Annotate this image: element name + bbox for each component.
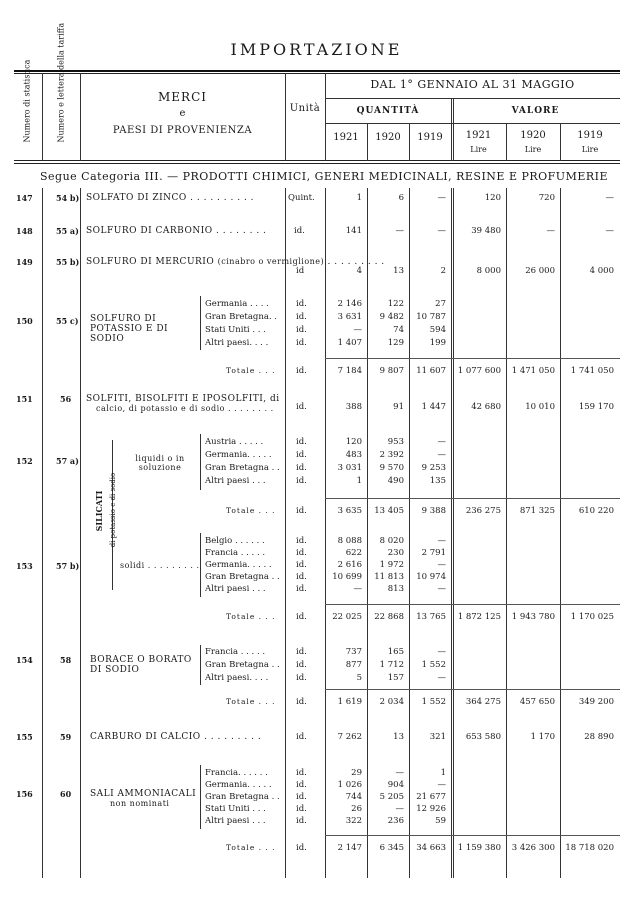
body-vline — [560, 188, 561, 878]
q1921: 10 699 — [332, 572, 362, 582]
stat-number: 155 — [16, 732, 33, 742]
country-name: Gran Bretagna . . — [205, 572, 280, 582]
country-name: Germania. . . . . — [205, 450, 272, 460]
unit: id. — [296, 780, 307, 790]
q1919: 21 677 — [416, 792, 446, 802]
totale-v1920: 1 471 050 — [511, 366, 555, 376]
merce-name: SALI AMMONIACALI — [90, 789, 197, 799]
q1919: 594 — [429, 325, 446, 335]
unit: id. — [296, 312, 307, 322]
unit: id. — [296, 843, 307, 853]
q1921: 744 — [345, 792, 362, 802]
country-name: Gran Bretagna . . — [205, 792, 280, 802]
unit: id. — [296, 548, 307, 558]
country-name: Francia . . . . . — [205, 647, 266, 657]
category-line: Segue Categoria III. — PRODOTTI CHIMICI, GENERI MEDICINALI, RESINE E PROFUMERIE — [40, 170, 609, 183]
q1921: 1 407 — [337, 338, 362, 348]
merce-name-2: calcio, di potassio e di sodio . . . . . . . . — [96, 404, 274, 413]
q1919: 2 791 — [421, 548, 446, 558]
q1919: — — [437, 780, 446, 790]
totale-v1919: 1 741 050 — [570, 366, 614, 376]
v1919: — — [605, 193, 614, 203]
country-name: Francia . . . . . — [205, 548, 266, 558]
q1919: 199 — [429, 338, 446, 348]
unit: id. — [294, 226, 305, 236]
q1921: 120 — [345, 437, 362, 447]
q1921: 29 — [351, 768, 362, 778]
header-merci-e: e — [179, 108, 186, 119]
q1919: — — [437, 226, 446, 236]
unit: id. — [296, 450, 307, 460]
q1920: 122 — [387, 299, 404, 309]
stat-number: 153 — [16, 561, 33, 571]
unit: id — [296, 266, 305, 276]
v1919: 159 170 — [578, 402, 614, 412]
header-top-rule — [14, 70, 620, 72]
country-name: Stati Uniti . . . — [205, 325, 266, 335]
country-name: Austria . . . . . — [205, 437, 264, 447]
q1919: 135 — [429, 476, 446, 486]
q1919: 1 552 — [421, 660, 446, 670]
brace — [200, 765, 201, 829]
country-name: Altri paesi . . . — [205, 584, 266, 594]
merce-name: SOLFURO DI POTASSIO E DI SODIO — [90, 314, 169, 344]
q1920: 74 — [393, 325, 404, 335]
totale-v1921: 364 275 — [465, 697, 501, 707]
unit: id. — [296, 506, 307, 516]
q1921: 388 — [345, 402, 362, 412]
hdr-vline — [285, 73, 286, 161]
q1921: 141 — [345, 226, 362, 236]
tariff-number: 60 — [60, 789, 72, 799]
tariff-number: 56 — [60, 394, 72, 404]
totale-v1919: 610 220 — [578, 506, 614, 516]
qv-rule — [325, 123, 620, 124]
totale-v1921: 236 275 — [465, 506, 501, 516]
header-paesi: PAESI DI PROVENIENZA — [112, 125, 253, 136]
hdr-vline — [506, 123, 507, 161]
sub-name: solidi . . . . . . . . . — [120, 561, 200, 570]
totale-label: Totale . . . — [226, 612, 276, 621]
stat-number: 156 — [16, 789, 33, 799]
country-name: Gran Bretagna. . — [205, 312, 278, 322]
q1920: 13 — [393, 266, 404, 276]
q1919: 12 926 — [416, 804, 446, 814]
tariff-number: 58 — [60, 655, 72, 665]
header-bottom-rule-2 — [14, 163, 620, 164]
header-merci: MERCI — [157, 90, 207, 104]
q1921: 2 616 — [337, 560, 362, 570]
stat-number: 149 — [16, 257, 33, 267]
v1921: 39 480 — [471, 226, 501, 236]
country-name: Altri paesi . . . — [205, 816, 266, 826]
q1919: 1 — [440, 768, 446, 778]
q1921: 3 031 — [337, 463, 362, 473]
totale-q1920: 6 345 — [379, 843, 404, 853]
brace — [200, 645, 201, 685]
q1919: 1 447 — [421, 402, 446, 412]
totale-label: Totale . . . — [226, 366, 276, 375]
q1920: 9 570 — [379, 463, 404, 473]
totale-v1920: 1 943 780 — [511, 612, 555, 622]
header-bottom-rule — [14, 160, 620, 161]
header-lire: Lire — [524, 145, 542, 154]
header-numero-statistica: Numero di statistica — [22, 59, 32, 143]
unit: id. — [296, 463, 307, 473]
q1919: 10 787 — [416, 312, 446, 322]
q1919: — — [437, 673, 446, 683]
body-vline — [42, 188, 43, 878]
merce-name-2: non nominati — [110, 799, 170, 808]
q1920: 129 — [387, 338, 404, 348]
header-year-q1921: 1921 — [333, 132, 359, 143]
q1920: 490 — [387, 476, 404, 486]
tariff-number: 57 a) — [56, 456, 79, 466]
q1920: 230 — [387, 548, 404, 558]
country-name: Gran Bretagna . . — [205, 660, 280, 670]
totale-q1919: 11 607 — [416, 366, 446, 376]
totale-rule — [325, 498, 620, 499]
q1921: 737 — [345, 647, 362, 657]
q1920: 236 — [387, 816, 404, 826]
q1920: 953 — [387, 437, 404, 447]
totale-rule — [325, 835, 620, 836]
q1920: 2 392 — [379, 450, 404, 460]
totale-rule — [325, 689, 620, 690]
q1920: — — [395, 768, 404, 778]
body-vline — [367, 188, 368, 878]
unit: id. — [296, 804, 307, 814]
unit: id. — [296, 768, 307, 778]
header-year-q1919: 1919 — [417, 132, 443, 143]
q1920: 904 — [387, 780, 404, 790]
tariff-number: 57 b) — [56, 561, 80, 571]
totale-rule — [325, 358, 620, 359]
totale-v1921: 1 872 125 — [457, 612, 501, 622]
q1921: 1 026 — [337, 780, 362, 790]
q1919: 9 253 — [421, 463, 446, 473]
q1921: 877 — [345, 660, 362, 670]
unit: id. — [296, 612, 307, 622]
merce-name: SOLFITI, BISOLFITI E IPOSOLFITI, di — [86, 394, 280, 404]
q1921: — — [353, 325, 362, 335]
totale-rule — [325, 604, 620, 605]
q1920: 1 972 — [379, 560, 404, 570]
tariff-number: 55 a) — [56, 226, 79, 236]
q1921: 3 631 — [337, 312, 362, 322]
v1921: 8 000 — [476, 266, 501, 276]
stat-number: 151 — [16, 394, 33, 404]
tariff-number: 55 c) — [56, 316, 79, 326]
hdr-vline — [42, 73, 43, 161]
totale-label: Totale . . . — [226, 843, 276, 852]
totale-v1919: 18 718 020 — [565, 843, 614, 853]
stat-number: 150 — [16, 316, 33, 326]
merce-name: SOLFURO DI CARBONIO . . . . . . . . — [86, 226, 267, 236]
unit: id. — [296, 732, 307, 742]
q1920: 165 — [387, 647, 404, 657]
q1920: 11 813 — [374, 572, 404, 582]
q1921: 8 088 — [337, 536, 362, 546]
header-quantita: QUANTITÀ — [356, 106, 420, 116]
unit: id. — [296, 584, 307, 594]
stat-number: 147 — [16, 193, 33, 203]
merce-name: CARBURO DI CALCIO . . . . . . . . . — [90, 732, 262, 742]
v1920: 1 170 — [530, 732, 555, 742]
tariff-number: 54 b) — [56, 193, 80, 203]
header-unita: Unità — [289, 103, 321, 114]
sub-name: liquidi o in soluzione — [135, 454, 185, 472]
unit: id. — [296, 338, 307, 348]
q1919: — — [437, 560, 446, 570]
v1921: 120 — [484, 193, 501, 203]
stat-number: 152 — [16, 456, 33, 466]
totale-v1921: 1 159 380 — [457, 843, 501, 853]
q1920: 13 — [393, 732, 404, 742]
q1919: 59 — [435, 816, 446, 826]
unit: id. — [296, 660, 307, 670]
totale-q1919: 34 663 — [416, 843, 446, 853]
totale-q1921: 7 184 — [337, 366, 362, 376]
v1920: — — [546, 226, 555, 236]
country-name: Altri paesi. . . . — [205, 673, 269, 683]
totale-q1921: 2 147 — [337, 843, 362, 853]
unit: id. — [296, 437, 307, 447]
silicati-label: SILICATI — [94, 490, 104, 532]
hdr-vline — [560, 123, 561, 161]
header-lire: Lire — [470, 145, 487, 154]
q1920: 9 482 — [379, 312, 404, 322]
q1919: — — [437, 193, 446, 203]
unit: id. — [296, 673, 307, 683]
body-vline — [409, 188, 410, 878]
body-vline — [325, 188, 326, 878]
country-name: Altri paesi. . . . — [205, 338, 269, 348]
header-year-v1920: 1920 — [520, 130, 546, 141]
stat-number: 154 — [16, 655, 33, 665]
q1919: — — [437, 647, 446, 657]
totale-q1921: 3 635 — [337, 506, 362, 516]
q1920: 8 020 — [379, 536, 404, 546]
brace — [200, 533, 201, 597]
q1921: 2 146 — [337, 299, 362, 309]
country-name: Altri paesi . . . — [205, 476, 266, 486]
q1921: 5 — [356, 673, 362, 683]
v1920: 26 000 — [525, 266, 555, 276]
silicati-sub: di potassio e di sodio — [109, 472, 117, 548]
country-name: Stati Uniti . . . — [205, 804, 266, 814]
totale-q1919: 1 552 — [421, 697, 446, 707]
q1920: — — [395, 226, 404, 236]
q1920: 157 — [387, 673, 404, 683]
q1920: 813 — [387, 584, 404, 594]
unit: id. — [296, 697, 307, 707]
header-lire: Lire — [581, 145, 599, 154]
totale-q1919: 13 765 — [416, 612, 446, 622]
header-numero-tariffa: Numero e lettera della tariffa — [56, 22, 66, 143]
body-vline — [451, 188, 454, 878]
country-name: Germania. . . . . — [205, 560, 272, 570]
country-name: Gran Bretagna . . — [205, 463, 280, 473]
body-vline — [285, 188, 286, 878]
q1919: — — [437, 584, 446, 594]
totale-label: Totale . . . — [226, 697, 276, 706]
body-vline — [506, 188, 507, 878]
unit: id. — [296, 476, 307, 486]
q1919: 27 — [435, 299, 446, 309]
period-rule — [325, 98, 620, 99]
unit: id. — [296, 816, 307, 826]
unit: id. — [296, 366, 307, 376]
q1921: 4 — [356, 266, 362, 276]
totale-v1921: 1 077 600 — [457, 366, 501, 376]
q1920: 5 205 — [379, 792, 404, 802]
totale-q1920: 9 807 — [379, 366, 404, 376]
totale-q1920: 22 868 — [374, 612, 404, 622]
body-vline — [80, 188, 81, 878]
tariff-number: 59 — [60, 732, 72, 742]
totale-v1920: 3 426 300 — [511, 843, 555, 853]
q1919: 2 — [440, 266, 446, 276]
brace — [200, 434, 201, 490]
totale-q1920: 13 405 — [374, 506, 404, 516]
unit: id. — [296, 560, 307, 570]
unit: id. — [296, 402, 307, 412]
country-name: Germania. . . . . — [205, 780, 272, 790]
header-top-rule-2 — [14, 73, 620, 74]
q1921: 483 — [345, 450, 362, 460]
q1919: — — [437, 536, 446, 546]
unit: id. — [296, 792, 307, 802]
v1919: 4 000 — [589, 266, 614, 276]
totale-q1921: 22 025 — [332, 612, 362, 622]
page-title: IMPORTAZIONE — [230, 40, 403, 59]
v1919: — — [605, 226, 614, 236]
totale-v1920: 457 650 — [519, 697, 555, 707]
q1920: — — [395, 804, 404, 814]
q1920: 6 — [398, 193, 404, 203]
unit: id. — [296, 536, 307, 546]
brace — [200, 296, 201, 350]
q1919: 321 — [429, 732, 446, 742]
header-valore: VALORE — [511, 106, 560, 116]
q1921: 26 — [351, 804, 362, 814]
merce-name: SOLFURO DI MERCURIO (cinabro o vermiglione) . . . . . . . . . — [86, 257, 385, 267]
q1921: 1 — [356, 476, 362, 486]
q1920: 1 712 — [379, 660, 404, 670]
totale-v1920: 871 325 — [519, 506, 555, 516]
header-year-v1921: 1921 — [465, 130, 492, 141]
unit: id. — [296, 299, 307, 309]
header-year-v1919: 1919 — [577, 130, 603, 141]
unit: id. — [296, 572, 307, 582]
country-name: Francia. . . . . . — [205, 768, 268, 778]
header-period: DAL 1° GENNAIO AL 31 MAGGIO — [370, 78, 575, 91]
header-year-q1920: 1920 — [375, 132, 401, 143]
v1921: 653 580 — [465, 732, 501, 742]
merce-name: SOLFATO DI ZINCO . . . . . . . . . . — [86, 193, 255, 203]
stat-number: 148 — [16, 226, 33, 236]
v1921: 42 680 — [471, 402, 501, 412]
unit: id. — [296, 647, 307, 657]
merce-name: BORACE O BORATO DI SODIO — [90, 655, 192, 675]
totale-q1919: 9 388 — [421, 506, 446, 516]
q1921: 622 — [345, 548, 362, 558]
v1919: 28 890 — [584, 732, 614, 742]
q1921: 7 262 — [337, 732, 362, 742]
country-name: Belgio . . . . . . — [205, 536, 265, 546]
q1919: — — [437, 450, 446, 460]
totale-q1920: 2 034 — [379, 697, 404, 707]
q1919: 10 974 — [416, 572, 446, 582]
q1921: — — [353, 584, 362, 594]
tariff-number: 55 b) — [56, 257, 80, 267]
q1921: 1 — [356, 193, 362, 203]
q1920: 91 — [393, 402, 404, 412]
v1920: 720 — [538, 193, 555, 203]
totale-label: Totale . . . — [226, 506, 276, 515]
q1921: 322 — [345, 816, 362, 826]
totale-v1919: 349 200 — [578, 697, 614, 707]
country-name: Germania . . . . — [205, 299, 269, 309]
unit: Quint. — [288, 193, 315, 203]
unit: id. — [296, 325, 307, 335]
totale-v1919: 1 170 025 — [570, 612, 614, 622]
q1919: — — [437, 437, 446, 447]
v1920: 10 010 — [525, 402, 555, 412]
totale-q1921: 1 619 — [337, 697, 362, 707]
